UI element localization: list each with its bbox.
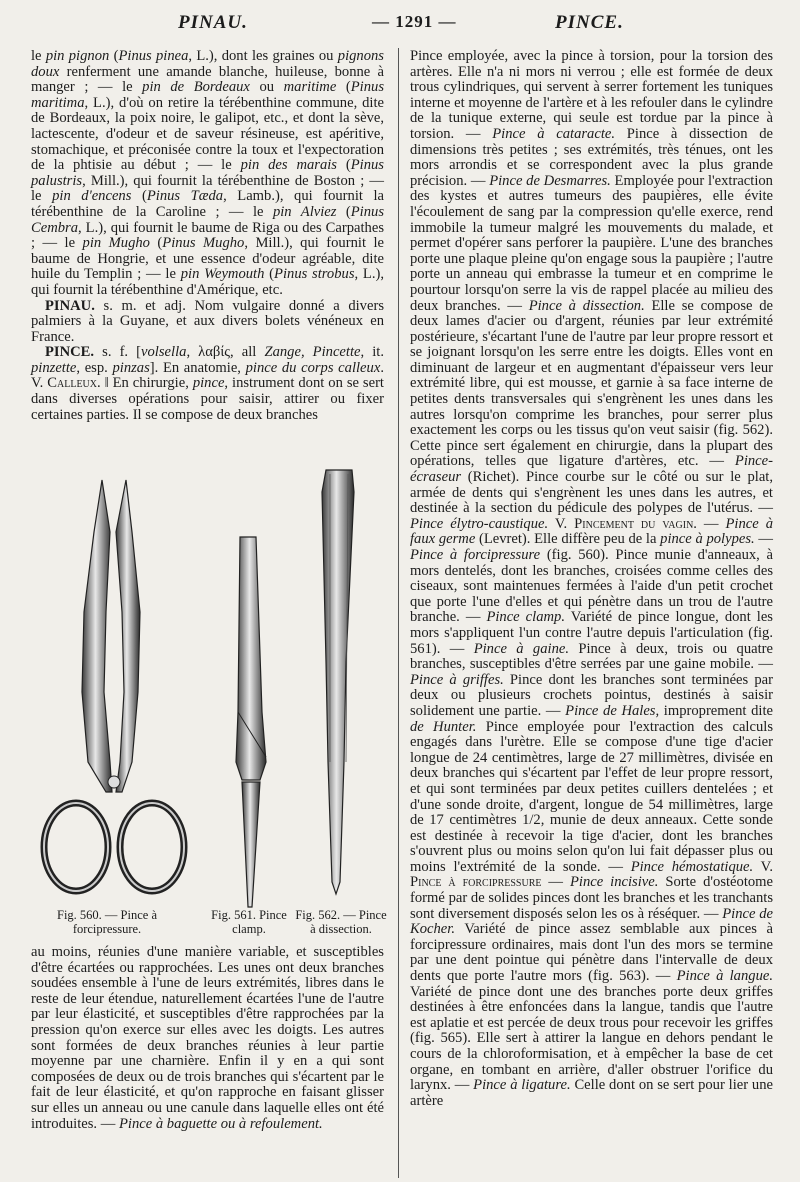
- page-header: [0, 0, 800, 42]
- figure-562-caption: Fig. 562. — Pince à dissection.: [295, 908, 387, 936]
- clamp-illustration: [236, 537, 266, 907]
- forcipressure-clamp-illustration: [44, 480, 184, 891]
- entry-pin-continued: le pin pignon (Pinus pinea, L.), dont les graines ou pignons doux renferment une amande blanche, huileuse, bonne à manger ; — le pin de Bordeaux ou maritime (Pinus maritima, L.), d'où on retire la térébenthine commune, dite de Bordeaux, la poix noire, le galipot, etc., et dont la sève, lactescente, d'odeur et de saveur résineuse, est apéritive, stomachique, et préconisée contre la toux et l'expectoration de la phtisie au début ; — le pin des marais (Pinus palustris, Mill.), qui fournit la térébenthine de Boston ; — le pin d'encens (Pinus Tæda, Lamb.), qui fournit la térébenthine de la Caroline ; — le pin Alviez (Pinus Cembra, L.), qui fournit le baume de Riga ou des Carpathes ; — le pin Mugho (Pinus Mugho, Mill.), qui fournit le baume de Hongrie, et une essence d'odeur agréable, dite huile du Templin ; — le pin Weymouth (Pinus strobus, L.), qui fournit la térébenthine d'Amérique, etc.: [31, 48, 385, 298]
- entry-pince-varieties: Pince employée, avec la pince à torsion, pour la torsion des artères. Elle n'a ni mors ni verrou ; elle est formée de deux trous cylindriques, qui servent à serrer fortement les tuniques interne et moyenne de l'artère et à les refouler dans le cylindre de la tunique externe, qui seule est tordue par la pince à torsion. — Pince à cataracte. Pince à dissection de dimensions très petites ; ses extrémités, très ténues, ont les mors arrondis et se correspondent avec la plus grande précision. — Pince de Desmarres. Employée pour l'extraction des kystes et autres tumeurs des paupières, elle évite l'écoulement de sang par la compression qu'elle exerce, rend immobile la tumeur malgré les mouvements du malade, et permet d'opérer sans perforer la paupière. L'une des branches porte une plaque pleine qu'on engage sous la paupière ; l'autre porte un anneau qui embrasse la tumeur et en comprime le pourtour lorsqu'on serre la vis de rappel placée au milieu des deux branches. — Pince à dissection. Elle se compose de deux lames d'acier ou d'argent, réunies par leur extrémité postérieure, s'écartant l'une de l'autre par leur propre ressort et se joignant lorsqu'on les serre entre les doigts. Elles vont en diminuant de largeur et en augmentant d'épaisseur vers leur extrémité libre, qui est mousse, et garnie à sa face interne de petites dents transversales qui s'engrènent les unes dans les autres lorsqu'on comprime les branches, pour serrer plus exactement les corps ou les tissus qu'on veut saisir (fig. 562). Cette pince sert également en chirurgie, dans la plupart des opérations, telles que ligature d'artères, etc. — Pince-écraseur (Richet). Pince courbe sur le côté ou sur le plat, armée de dents qui s'engrènent les unes dans les autres, et destinée à la section du pédicule des polypes de l'utérus. — Pince élytro-caustique. V. Pincement du vagin. — Pince à faux germe (Levret). Elle diffère peu de la pince à polypes. — Pince à forcipressure (fig. 560). Pince munie d'anneaux, à mors dentelés, dont les branches, croisées comme celles des ciseaux, sont maintenues fermées à l'aide d'un petit crochet que porte l'une d'elles et qui pénètre dans un trou de l'autre branche. — Pince clamp. Variété de pince longue, dont les mors s'appliquent l'un contre l'autre depuis l'articulation (fig. 561). — Pince à gaine. Pince à deux, trois ou quatre branches, susceptibles d'être serrées par une gaine mobile. — Pince à griffes. Pince dont les branches sont terminées par deux ou plusieurs crochets pointus, destinés à saisir solidement une partie. — Pince de Hales, improprement dite de Hunter. Pince employée pour l'extraction des calculs engagés dans l'urètre. Elle se compose d'une tige d'acier longue de 24 centimètres, large de 27 millimètres, divisée en deux branches qui s'écartent par l'effet de leur propre ressort, et qui sont terminées par deux petites cuillers dentelées ; et d'une sonde droite, d'argent, longue de 54 millimètres, large de 17 centimètres 1/2, munie de deux anneaux. Cette sonde est destinée à recevoir la tige d'acier, dont les branches s'ouvrent plus ou moins selon qu'on lui fait dépasser plus ou moins l'extrémité de la sonde. — Pince hémostatique. V. Pince à forcipressure — Pince incisive. Sorte d'ostéotome formé par de solides pinces dont les branches et les tranchants sont diversement disposés selon les os à réséquer. — Pince de Kocher. Variété de pince assez semblable aux pinces à forcipressure ordinaires, mais dont l'un des mors se termine par une dent pointue qui pénètre dans l'intervalle de deux dents que porte l'autre mors (fig. 563). — Pince à langue. Variété de pince dont une des branches porte deux griffes destinées à être enfoncées dans la langue, tandis que l'autre est aplatie et est percée de deux trous pour recevoir les griffes (fig. 565). Elle sert à attirer la langue en dehors pendant le cours de la chloroformisation, et à empêcher la base de cet organe, en tombant en arrière, d'aller obstruer l'orifice du larynx. — Pince à ligature. Celle dont on se sert pour lier une artère: [410, 48, 774, 1109]
- running-head-left: PINAU.: [178, 12, 248, 33]
- right-column: [410, 49, 773, 1109]
- figure-561-caption: Fig. 561. Pince clamp.: [211, 908, 287, 936]
- running-head-right: PINCE.: [555, 12, 624, 33]
- figure-560-caption: Fig. 560. — Pince à forcipressure.: [57, 908, 157, 936]
- entry-pince: PINCE. s. f. [volsella, λαβίς, all Zange, Pincette, it. pinzette, esp. pinzas]. En anatomie, pince du corps calleux. V. Calleux. ‖ En chirurgie, pince, instrument dont on se sert dans diverses opérations pour saisir, attirer ou fixer certaines parties. Il se compose de deux branches: [31, 344, 384, 423]
- entry-pinau: PINAU. s. m. et adj. Nom vulgaire donné a divers palmiers à la Guyane, et aux divers bolets vénéneux en France.: [31, 297, 384, 345]
- dissection-forceps-illustration: [322, 470, 354, 894]
- entry-pince-continued: au moins, réunies d'une manière variable, et susceptibles d'être écartées ou rapprochées. Les unes ont deux branches soudées ensemble à l'une de leurs extrémités, libres dans le reste de leur étendue, naturellement écartées l'une de l'autre par leur élasticité, et susceptibles d'être rapprochées par la pression qu'on exerce sur elles avec les doigts. Les autres sont formées de deux branches réunies à leur partie moyenne par une charnière. Enfin il y en a qui sont composées de deux ou de trois branches qui s'écartent par le fait de leur élasticité, et qu'on rapproche en faisant glisser sur elles un anneau ou une canule dans laquelle elles ont été introduites. — Pince à baguette ou à refoulement.: [31, 944, 384, 1132]
- page-number: — 1291 —: [372, 12, 457, 31]
- column-divider: [398, 48, 399, 1178]
- instrument-illustrations: [30, 462, 390, 942]
- left-column-bottom: [31, 945, 384, 1132]
- left-column-top: [31, 49, 384, 423]
- figures-block: [30, 462, 390, 942]
